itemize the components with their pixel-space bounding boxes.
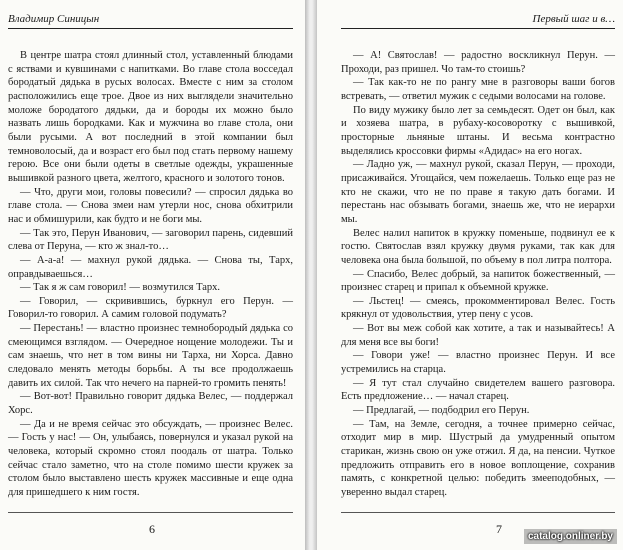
paragraph: По виду мужику было лет за семьдесят. Одет он был, как и хозяева шатра, в рубаху-косоворотку с вышивкой, просторные льняные штаны. И весьма контрастно выделялись кроссовки фирмы «Адидас» на его ногах. (341, 104, 615, 157)
page-number: 6 (149, 522, 155, 536)
left-page (0, 0, 305, 550)
watermark-logo: catalog.onliner.by (524, 529, 617, 544)
paragraph: — Говори уже! — властно произнес Перун. И все устремились на старца. (341, 350, 615, 376)
page-number: 7 (496, 522, 502, 536)
right-page (317, 0, 623, 550)
paragraph: — Спасибо, Велес добрый, за напиток божественный, — произнес старец и припал к объемной кружке. (341, 268, 615, 294)
paragraph: — Так как-то не по рангу мне в разговоры ваши богов встревать, — ответил мужик с седыми волосами на голове. (341, 77, 615, 102)
paragraph: — Так это, Перун Иванович, — заговорил парень, сидевший слева от Перуна, — кто ж знал-то… (8, 227, 293, 253)
paragraph: Велес налил напиток в кружку поменьше, подвинул ее к гостю. Святослав взял кружку двумя руками, так как для человека она была большой, по объему в пол литра полтора. (341, 227, 615, 266)
paragraph: В центре шатра стоял длинный стол, уставленный блюдами с яствами и кувшинами с напитками. Во главе стола восседал бородатый дядька в русых волосах. Вместе с ним за столом расположились еще трое. Двое из них выглядели значительно моложе бородатого дядьки, да и бороды их можно было назвать лишь бородками. Как и мужчина во главе стола, они были русыми. А вот последний в этой компании был темноволосый, да и возраст его был под стать первому нашему герою. Все они были одеты в светлые одежды, украшенные вышивкой разного цвета, желтого, красного и золотого тонов. (8, 50, 293, 184)
paragraph: — А-а-а! — махнул рукой дядька. — Снова ты, Тарх, оправдываешься… (8, 254, 293, 280)
paragraph: — Предлагай, — подбодрил его Перун. (353, 405, 530, 417)
right-page-body (341, 49, 615, 500)
left-page-body (8, 49, 293, 500)
paragraph: — Перестань! — властно произнес темнобородый дядька со смеющимся взглядом. — Очередное нощение молодежи. Ты и сам знаешь, что нет в том вины ни Тарха, ни Хорса. Давно следовало менять методы борьбы. А ты все продолжаешь давить их силой. Так что нечего на парней-то громить пенять! (8, 323, 293, 389)
book-gutter (305, 0, 317, 550)
paragraph: — Я тут стал случайно свидетелем вашего разговора. Есть предложение… — начал старец. (341, 377, 615, 403)
paragraph: — Льстец! — смеясь, прокомментировал Велес. Гость крякнул от удовольствия, утер пену с усов. (341, 295, 615, 321)
paragraph: — Да и не время сейчас это обсуждать, — произнес Велес. — Гость у нас! — Он, улыбаясь, повернулся и указал рукой на человека, который скромно стоял поодаль от шатра. Только сейчас стало заметно, что на столе помимо шести кружек за столом было выставлено шесть кружек массивные и еще одна для пришедшего к ним гостя. (8, 418, 293, 498)
footer-rule (341, 512, 615, 513)
running-header-title: Первый шаг и в… (341, 0, 615, 29)
footer-rule (8, 512, 293, 513)
paragraph: — Там, на Земле, сегодня, а точнее примерно сейчас, отходит мир в мир. Шустрый да умудренный опытом старикан, жизнь свою он уже отжил. Я да, на пенсии. Чуткое предложить отправить его в новое воплощение, сохранив память, с конкретной целью: победить змееподобных, — уверенно выдал старец. (341, 418, 615, 498)
paragraph: — Говорил, — скривившись, буркнул его Перун. — Говорил-то говорил. А самим головой подумать? (8, 295, 293, 321)
paragraph: — Вот вы меж собой как хотите, а так и называйтесь! А для меня все вы боги! (341, 323, 615, 348)
paragraph: — Вот-вот! Правильно говорит дядька Велес, — поддержал Хорс. (8, 391, 293, 417)
paragraph: — Что, други мои, головы повесили? — спросил дядька во главе стола. — Снова змеи нам утерли нос, снова обхитрили нас и обмишурили, как будто и не боги мы. (8, 186, 293, 225)
paragraph: — А! Святослав! — радостно воскликнул Перун. — Проходи, раз пришел. Чо там-то стоишь? (341, 50, 615, 75)
running-header-author: Владимир Синицын (8, 0, 293, 29)
paragraph: — Ладно уж, — махнул рукой, сказал Перун, — проходи, присаживайся. Угощайся, чем пожелаешь. Только еще раз не кто не скажи, что не по праве я такую дать богами. И перестань нас обзывать богами, знаешь же, что не иерархи мы. (341, 159, 615, 225)
paragraph: — Так я ж сам говорил! — возмутился Тарх. (20, 282, 221, 294)
